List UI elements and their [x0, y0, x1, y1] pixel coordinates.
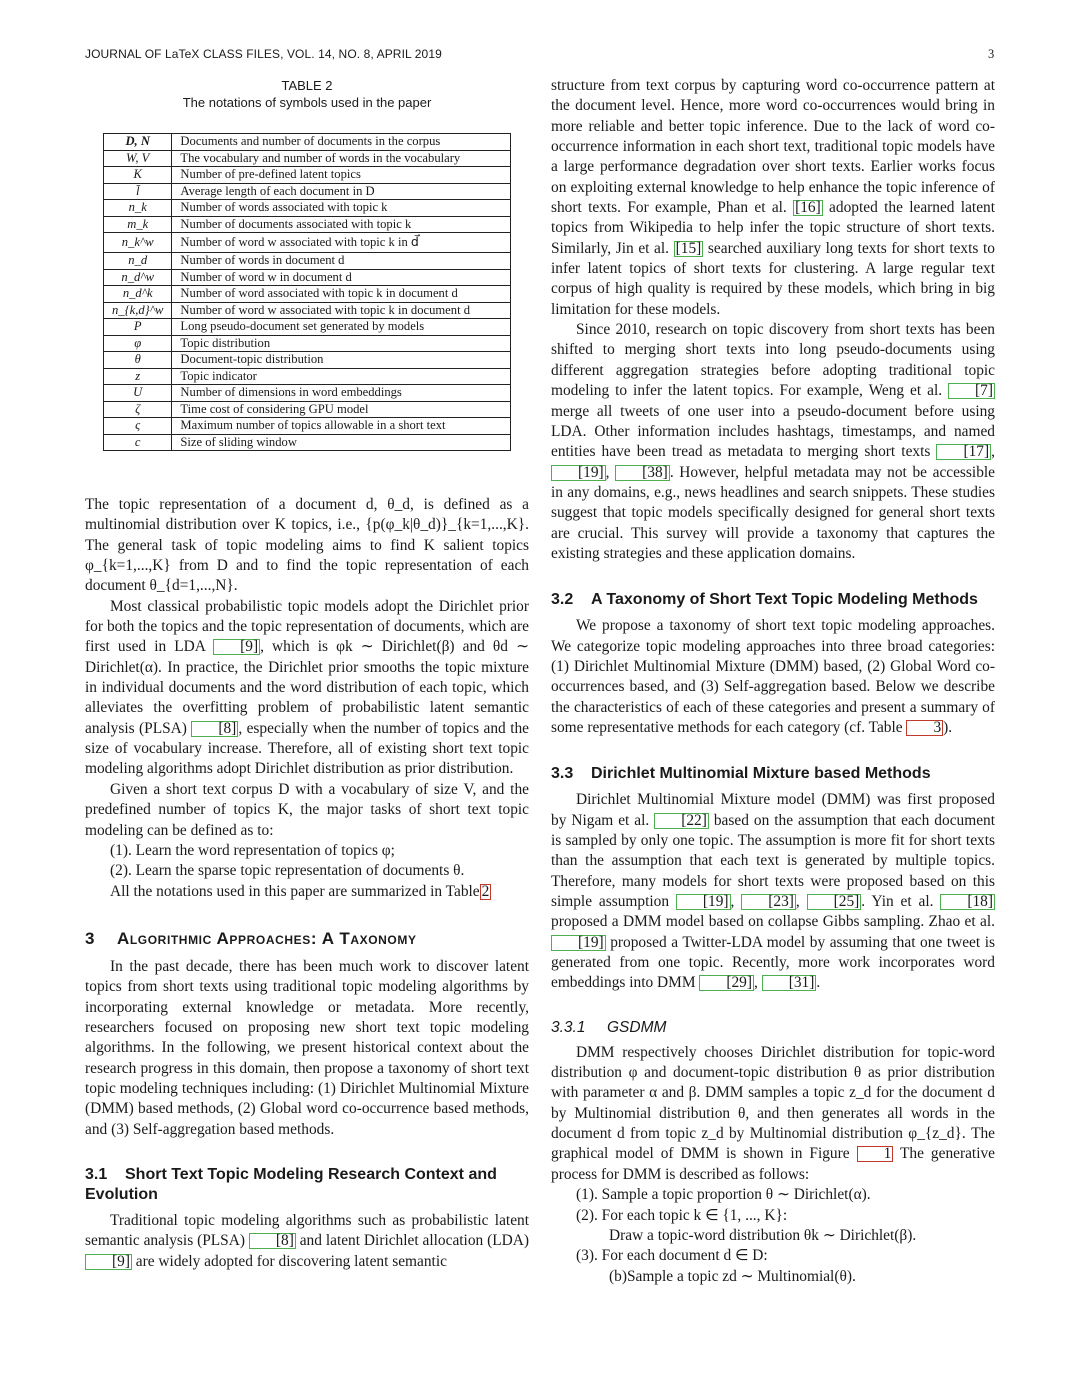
description-cell: Number of documents associated with topic k [172, 216, 511, 233]
citation-link[interactable]: [29] [699, 975, 754, 991]
symbol-cell: ζ [104, 401, 172, 418]
symbol-cell: n_{k,d}^w [104, 302, 172, 319]
symbol-cell: θ [104, 352, 172, 369]
section-3-3-1-heading: 3.3.1 GSDMM [551, 1018, 667, 1036]
description-cell: Size of sliding window [172, 434, 511, 451]
symbol-cell: m_k [104, 216, 172, 233]
section-3-1-heading: 3.1 Short Text Topic Modeling Research Context and Evolution [85, 1165, 497, 1203]
context-continued-paragraph: structure from text corpus by capturing word co-occurrence pattern at the document level. Hence, more word co-occurrences would bring in more reliable and better topic inference. Due to the lack of word co-occurrence information in each short text, traditional topic models have a large performance degradation over short texts. Earlier works focus on exploiting external knowledge to help enhance the topic inference of short texts. For example, Phan et al. [16] adopted the learned latent topics from Wikipedia to help infer the topic structure of short texts. Similarly, Jin et al. [15] searched auxiliary long texts for short texts to infer latent topics of short texts for clustering. A large regular text corpus of high quality is required by these models, which bring in big limitation for these models. [551, 77, 995, 318]
citation-link[interactable]: [9] [213, 639, 260, 655]
section-3-2-heading: 3.2 A Taxonomy of Short Text Topic Modeling Methods [551, 591, 978, 609]
table-ref-link[interactable]: 3 [906, 720, 943, 736]
description-cell: Time cost of considering GPU model [172, 401, 511, 418]
table-title: The notations of symbols used in the paper [182, 94, 432, 110]
task-item: (2). Learn the sparse topic representation of documents θ. [110, 862, 465, 880]
taxonomy-intro-paragraph: In the past decade, there has been much work to discover latent topics from short texts using traditional topic modeling algorithms by incorporating external knowledge or metadata. More recently, researchers focused on proposing new short text topic modeling algorithms. In the following, we present historical context about the research progress in this domain, then propose a taxonomy of short text topic modeling techniques including: (1) Dirichlet Multinomial Mixture (DMM) based methods, (2) Global word co-occurrence based methods, and (3) Self-aggregation based methods. [85, 957, 529, 1138]
table-caption [85, 78, 529, 111]
citation-link[interactable]: [17] [936, 444, 991, 460]
table-row [104, 134, 511, 151]
description-cell: Number of word w associated with topic k in document d [172, 302, 511, 319]
symbol-cell: n_k [104, 200, 172, 217]
description-cell: Topic distribution [172, 335, 511, 352]
table-row [104, 216, 511, 233]
description-cell: Number of dimensions in word embeddings [172, 385, 511, 402]
description-cell: Number of word w in document d [172, 269, 511, 286]
description-cell: Number of word associated with topic k in document d [172, 286, 511, 303]
description-cell: Document-topic distribution [172, 352, 511, 369]
citation-link[interactable]: [31] [762, 975, 817, 991]
right-column [551, 76, 995, 1287]
table-row [104, 253, 511, 270]
page-number: 3 [988, 47, 995, 61]
generative-step: (1). Sample a topic proportion θ ∼ Dirichlet(α). [576, 1186, 871, 1204]
symbol-cell: φ [104, 335, 172, 352]
table-row [104, 183, 511, 200]
citation-link[interactable]: [19] [676, 894, 731, 910]
symbol-cell: D, N [104, 134, 172, 151]
taxonomy-paragraph: We propose a taxonomy of short text topic modeling approaches. We categorize topic modeling approaches into three broad categories: (1) Dirichlet Multinomial Mixture (DMM) based, (2) Global Word co-occurrences based, and (3) Self-aggregation based. Below we describe the characteristics of each of these categories and present a summary of some representative methods for each category (cf. Table 3 ). [551, 617, 995, 736]
table-row [104, 319, 511, 336]
notation-table [103, 133, 511, 451]
table-row [104, 269, 511, 286]
gsdmm-paragraph: DMM respectively chooses Dirichlet distribution for topic-word distribution φ and document-topic distribution θ as prior distribution with parameter α and β. DMM samples a topic z_d for the document d by Multinomial distribution θ, and then generates all words in the document d from topic z_d by Multinomial distribution φ_{z_d}. The graphical model of DMM is shown in Figure 1 The generative process for DMM is described as follows: [551, 1043, 996, 1183]
citation-link[interactable]: [8] [191, 721, 238, 737]
table-row [104, 233, 511, 253]
table-row [104, 434, 511, 451]
description-cell: Number of word w associated with topic k in d⃗ [172, 233, 511, 253]
citation-link[interactable]: [19] [551, 465, 606, 481]
table-row [104, 302, 511, 319]
table-row [104, 150, 511, 167]
generative-substep: Draw a topic-word distribution θk ∼ Dirichlet(β). [609, 1226, 917, 1244]
citation-link[interactable]: [15] [675, 239, 702, 257]
citation-link[interactable]: [18] [940, 894, 995, 910]
tasks-paragraph: Given a short text corpus D with a vocabulary of size V, and the predefined number of topics K, the major tasks of short text topic modeling can be defined as to: [85, 780, 529, 839]
table-row [104, 167, 511, 184]
symbol-cell: l̄ [104, 183, 172, 200]
symbol-cell: P [104, 319, 172, 336]
section-3-heading: 3 Algorithmic Approaches: A Taxonomy [85, 928, 417, 948]
description-cell: The vocabulary and number of words in the vocabulary [172, 150, 511, 167]
symbol-cell: U [104, 385, 172, 402]
symbol-cell: z [104, 368, 172, 385]
description-cell: Average length of each document in D [172, 183, 511, 200]
symbol-cell: ς [104, 418, 172, 435]
symbol-cell: c [104, 434, 172, 451]
task-item: (1). Learn the word representation of topics φ; [110, 841, 395, 859]
running-head: JOURNAL OF LaTeX CLASS FILES, VOL. 14, NO. 8, APRIL 2019 [85, 47, 442, 61]
table-row [104, 385, 511, 402]
generative-substep: (b)Sample a topic zd ∼ Multinomial(θ). [609, 1267, 856, 1285]
symbol-cell: n_d [104, 253, 172, 270]
symbol-cell: n_d^k [104, 286, 172, 303]
dirichlet-prior-paragraph: Most classical probabilistic topic models adopt the Dirichlet prior for both the topics and the topic representation of documents, which are first used in LDA [9] , which is φk ∼ Dirichlet(β) and θd ∼ Dirichlet(α). In practice, the Dirichlet prior smooths the topic mixture in individual documents and the word distribution of each topic, which alleviates the overfitting problem of probabilistic latent semantic analysis (PLSA) [8] , especially when the number of topics and the size of vocabulary increase. Therefore, all of existing short text topic modeling algorithms adopt Dirichlet distribution as prior distribution. [85, 597, 529, 778]
description-cell: Long pseudo-document set generated by models [172, 319, 511, 336]
description-cell: Maximum number of topics allowable in a short text [172, 418, 511, 435]
citation-link[interactable]: [19] [551, 935, 606, 951]
table-row [104, 418, 511, 435]
citation-link[interactable]: [25] [807, 894, 862, 910]
citation-link[interactable]: [23] [741, 894, 796, 910]
figure-ref-link[interactable]: 1 [857, 1146, 894, 1162]
symbol-cell: W, V [104, 150, 172, 167]
section-3-3-heading: 3.3 Dirichlet Multinomial Mixture based Methods [551, 765, 931, 783]
table-label: TABLE 2 [281, 78, 333, 93]
table-row [104, 352, 511, 369]
dmm-paragraph: Dirichlet Multinomial Mixture model (DMM) was first proposed by Nigam et al. [22] based on the assumption that each document is sampled by only one topic. The assumption is more fit for short texts than the assumption that each text is generated by multiple topics. Therefore, many models for short texts were proposed based on this simple assumption [19] , [23] , [25] . Yin et al. [18] proposed a DMM model based on collapse Gibbs sampling. Zhao et al. [19] proposed a Twitter-LDA model by assuming that one tweet is generated from one topic. Recently, more work incorporates word embeddings into DMM [29] , [31] . [551, 791, 995, 992]
topic-representation-paragraph: The topic representation of a document d, θ_d, is defined as a multinomial distribution over K topics, i.e., {p(φ_k|θ_d)}_{k=1,...,K}. The general task of topic modeling aims to find K salient topics φ_{k=1,...,K} from D and to find the topic representation of each document θ_{d=1,...,N}. [85, 496, 529, 595]
table-row [104, 200, 511, 217]
notations-summary: All the notations used in this paper are summarized in Table 2 [110, 882, 490, 900]
table-row [104, 335, 511, 352]
research-context-paragraph: Traditional topic modeling algorithms such as probabilistic latent semantic analysis (PLSA) [8] and latent Dirichlet allocation (LDA) [9] are widely adopted for discovering latent semantic [85, 1211, 529, 1270]
description-cell: Number of pre-defined latent topics [172, 167, 511, 184]
description-cell: Number of words associated with topic k [172, 200, 511, 217]
citation-link[interactable]: [9] [85, 1254, 132, 1270]
description-cell: Documents and number of documents in the corpus [172, 134, 511, 151]
symbol-cell: K [104, 167, 172, 184]
symbol-cell: n_d^w [104, 269, 172, 286]
description-cell: Number of words in document d [172, 253, 511, 270]
citation-link[interactable]: [7] [948, 383, 995, 399]
generative-step: (3). For each document d ∈ D: [576, 1247, 768, 1265]
citation-link[interactable]: [22] [654, 813, 709, 829]
citation-link[interactable]: [38] [615, 465, 670, 481]
symbol-cell: n_k^w [104, 233, 172, 253]
aggregation-paragraph: Since 2010, research on topic discovery from short texts has been shifted to merging short texts into long pseudo-documents using different aggregation strategies before adopting traditional topic modeling to infer the latent topics. For example, Weng et al. [7] merge all tweets of one user into a pseudo-document before using LDA. Other information includes hashtags, timestamps, and named entities have been tread as metadata to merging short texts [17] , [19] , [38] . However, helpful metadata may not be accessible in any domains, e.g., news headlines and search snippets. These studies suggest that topic models specifically designed for general short texts are crucial. This survey will provide a taxonomy that captures the existing strategies and these application domains. [551, 321, 995, 562]
citation-link[interactable]: [8] [249, 1233, 296, 1249]
left-column [85, 495, 529, 1272]
table-row [104, 401, 511, 418]
generative-step: (2). For each topic k ∈ {1, ..., K}: [576, 1206, 788, 1224]
citation-link[interactable]: [16] [795, 199, 821, 217]
table-row [104, 368, 511, 385]
description-cell: Topic indicator [172, 368, 511, 385]
table-ref-link[interactable]: 2 [481, 882, 490, 900]
table-row [104, 286, 511, 303]
